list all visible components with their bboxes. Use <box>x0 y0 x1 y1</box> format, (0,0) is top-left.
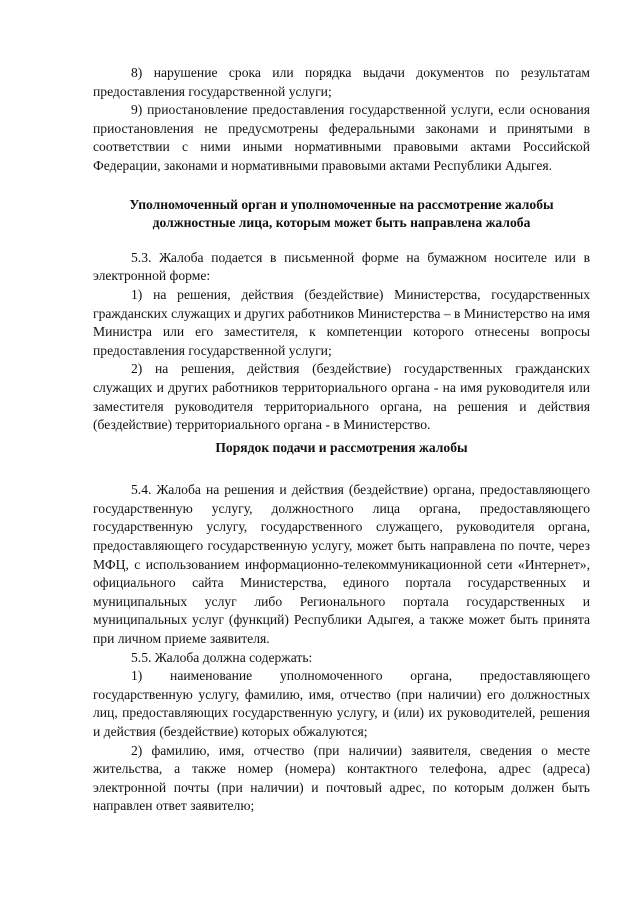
paragraph-5-5-item-2: 2) фамилию, имя, отчество (при наличии) заявителя, сведения о месте жительства, а также номер (номера) контактного телефона, адрес (адреса) электронной почты (при наличии) и почтовый адрес, по которым должен быть направлен ответ заявителю; <box>93 742 590 814</box>
document-page <box>93 64 590 816</box>
section-heading-authorized-body: Уполномоченный орган и уполномоченные на рассмотрение жалобы должностные лица, которым может быть направлена жалоба <box>129 196 554 231</box>
paragraph-5-3-item-2: 2) на решения, действия (бездействие) государственных гражданских служащих и других работников территориального органа - на имя руководителя или заместителя руководителя территориального органа, на решения и действия (бездействие) территориального органа - в Министерство. <box>93 361 590 433</box>
paragraph-5-4: 5.4. Жалоба на решения и действия (бездействие) органа, предоставляющего государственную услугу, должностного лица органа, предоставляющего государственную услугу, государственного служащего, руководителя органа, предоставляющего государственную услугу, может быть направлена по почте, через МФЦ, с использованием информационно-телекоммуникационной сети «Интернет», официального сайта Министерства, единого портала государственных и муниципальных услуг либо Регионального портала государственных и муниципальных услуг (функций) Республики Адыгея, а также может быть принята при личном приеме заявителя. <box>93 482 590 647</box>
paragraph-5-3-item-1: 1) на решения, действия (бездействие) Министерства, государственных гражданских служащих и других работников Министерства – в Министерство на имя Министра или его заместителя, к компетенции которого отнесены вопросы предоставления государственной услуги; <box>93 286 590 358</box>
paragraph-5-3: 5.3. Жалоба подается в письменной форме на бумажном носителе или в электронной форме: <box>93 249 590 284</box>
paragraph-5-5-item-1: 1) наименование уполномоченного органа, предоставляющего государственную услугу, фамилию, имя, отчество (при наличии) его должностных лиц, предоставляющих государственную услугу, и (или) их руководителей, решения и действия (бездействие) которых обжалуются; <box>93 668 590 739</box>
paragraph-item-9: 9) приостановление предоставления государственной услуги, если основания приостановления не предусмотрены федеральными законами и принятыми в соответствии с ними иными нормативными правовыми актами Российской Федерации, законами и нормативными правовыми актами Республики Адыгея. <box>93 102 590 173</box>
section-heading-complaint-procedure: Порядок подачи и рассмотрения жалобы <box>215 439 468 455</box>
paragraph-item-8: 8) нарушение срока или порядка выдачи документов по результатам предоставления государственной услуги; <box>93 65 590 99</box>
paragraph-5-5: 5.5. Жалоба должна содержать: <box>131 649 313 665</box>
